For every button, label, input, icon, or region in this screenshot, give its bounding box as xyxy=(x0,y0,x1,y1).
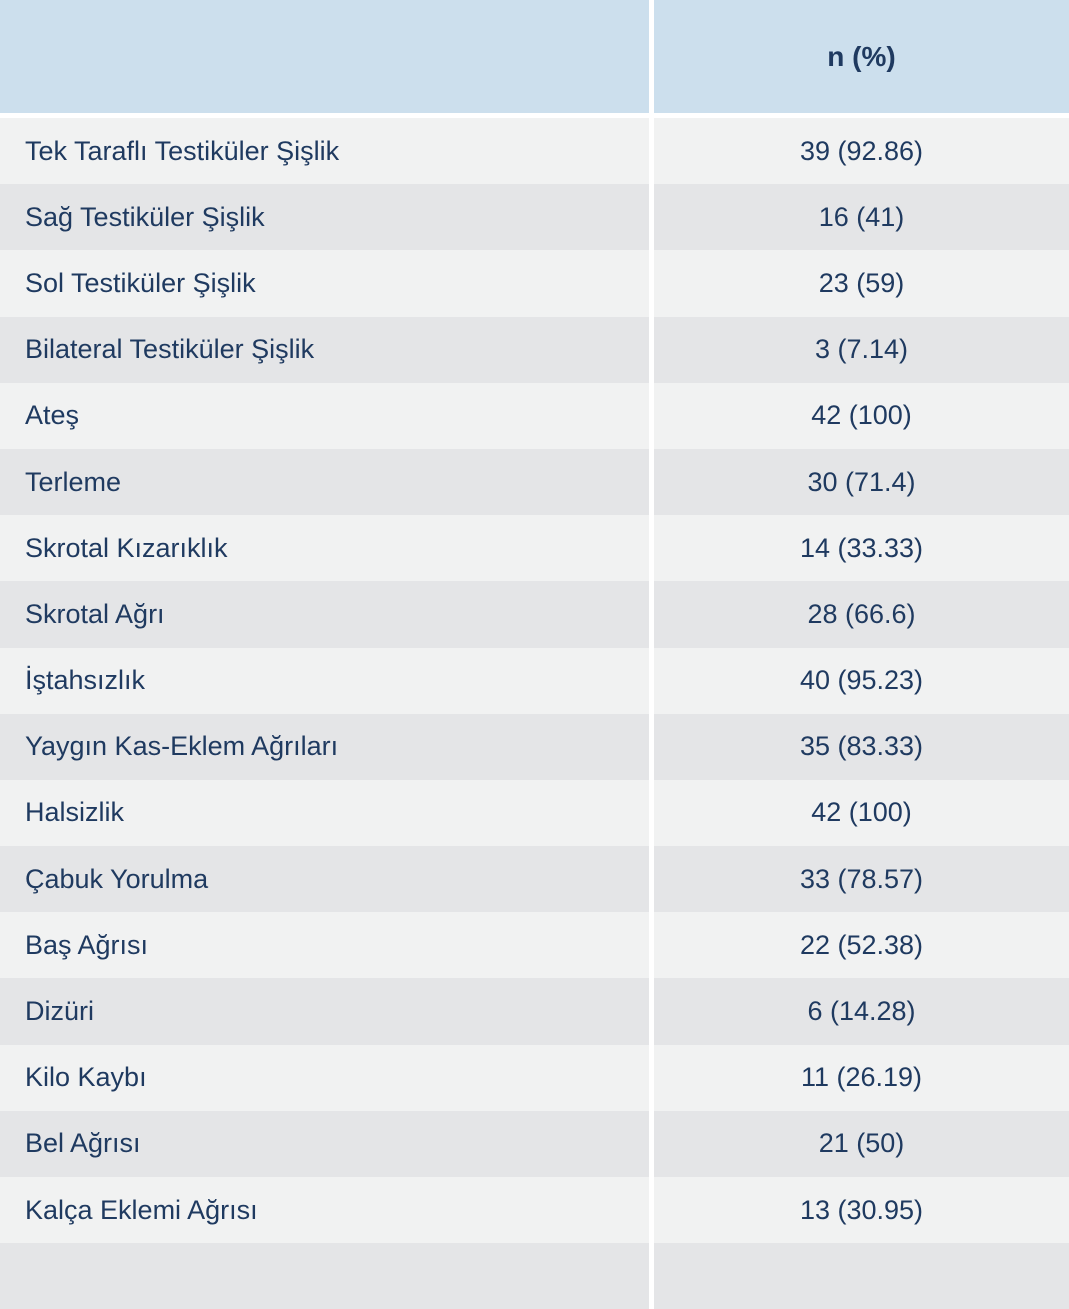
table-row xyxy=(0,714,1069,780)
symptom-label: Terleme xyxy=(25,466,122,497)
symptom-cell xyxy=(0,118,649,184)
value-cell xyxy=(654,317,1069,383)
n-percent-value: 28 (66.6) xyxy=(807,598,916,629)
table-row xyxy=(0,780,1069,846)
value-cell xyxy=(654,912,1069,978)
value-cell xyxy=(654,846,1069,912)
symptom-label: Skrotal Ağrı xyxy=(25,598,165,629)
symptom-cell xyxy=(0,780,649,846)
symptom-cell xyxy=(0,1045,649,1111)
n-percent-value: 6 (14.28) xyxy=(807,996,916,1027)
symptom-label: İştahsızlık xyxy=(25,665,146,696)
n-percent-value: 16 (41) xyxy=(818,201,905,232)
symptom-label: Baş Ağrısı xyxy=(25,929,149,960)
table-header-row xyxy=(0,0,1069,113)
table-row xyxy=(0,846,1069,912)
n-percent-value: 14 (33.33) xyxy=(799,532,924,563)
symptom-cell xyxy=(0,1111,649,1177)
symptom-label: Kilo Kaybı xyxy=(25,1062,147,1093)
symptom-label: Skrotal Kızarıklık xyxy=(25,532,228,563)
symptom-cell xyxy=(0,581,649,647)
table-row xyxy=(0,317,1069,383)
value-cell xyxy=(654,714,1069,780)
symptom-cell xyxy=(0,383,649,449)
symptom-label: Bel Ağrısı xyxy=(25,1128,141,1159)
header-n-percent-label: n (%) xyxy=(827,40,896,72)
table-row xyxy=(0,912,1069,978)
table-row xyxy=(0,648,1069,714)
value-cell xyxy=(654,1111,1069,1177)
table-row xyxy=(0,515,1069,581)
table-body xyxy=(0,118,1069,1309)
n-percent-value: 39 (92.86) xyxy=(799,135,924,166)
symptom-label: Tek Taraflı Testiküler Şişlik xyxy=(25,135,340,166)
table-row xyxy=(0,1111,1069,1177)
symptom-cell xyxy=(0,317,649,383)
value-cell xyxy=(654,581,1069,647)
symptom-label: Çabuk Yorulma xyxy=(25,863,209,894)
value-cell xyxy=(654,1045,1069,1111)
value-cell xyxy=(654,184,1069,250)
header-symptom-cell xyxy=(0,0,649,113)
n-percent-value: 42 (100) xyxy=(811,400,912,431)
symptom-cell xyxy=(0,1177,649,1243)
n-percent-value: 11 (26.19) xyxy=(800,1062,923,1093)
value-cell xyxy=(654,978,1069,1044)
symptom-label: Kalça Eklemi Ağrısı xyxy=(25,1194,258,1225)
header-n-percent-cell xyxy=(654,0,1069,113)
value-cell xyxy=(654,1243,1069,1309)
table-row xyxy=(0,1177,1069,1243)
table-row xyxy=(0,118,1069,184)
n-percent-value: 30 (71.4) xyxy=(807,466,916,497)
symptom-cell xyxy=(0,846,649,912)
symptom-cell xyxy=(0,978,649,1044)
symptom-cell xyxy=(0,912,649,978)
table-row xyxy=(0,449,1069,515)
value-cell xyxy=(654,780,1069,846)
symptom-cell xyxy=(0,449,649,515)
table-row xyxy=(0,1045,1069,1111)
n-percent-value: 23 (59) xyxy=(818,267,905,298)
n-percent-value: 35 (83.33) xyxy=(799,731,924,762)
symptom-label: Halsizlik xyxy=(25,797,125,828)
value-cell xyxy=(654,648,1069,714)
symptom-cell xyxy=(0,1243,649,1309)
n-percent-value: 22 (52.38) xyxy=(799,929,924,960)
n-percent-value: 13 (30.95) xyxy=(799,1194,924,1225)
n-percent-value: 40 (95.23) xyxy=(799,665,924,696)
n-percent-value: 3 (7.14) xyxy=(814,334,909,365)
symptom-cell xyxy=(0,184,649,250)
value-cell xyxy=(654,118,1069,184)
table-row xyxy=(0,581,1069,647)
value-cell xyxy=(654,449,1069,515)
value-cell xyxy=(654,515,1069,581)
table-row xyxy=(0,978,1069,1044)
n-percent-value: 42 (100) xyxy=(811,797,912,828)
value-cell xyxy=(654,250,1069,316)
symptom-cell xyxy=(0,250,649,316)
symptom-label: Sağ Testiküler Şişlik xyxy=(25,201,265,232)
symptom-label: Yaygın Kas-Eklem Ağrıları xyxy=(25,731,339,762)
symptom-label: Bilateral Testiküler Şişlik xyxy=(25,334,315,365)
n-percent-value: 21 (50) xyxy=(818,1128,905,1159)
symptom-cell xyxy=(0,714,649,780)
symptom-label: Dizüri xyxy=(25,996,95,1027)
table-row xyxy=(0,250,1069,316)
table-row xyxy=(0,383,1069,449)
table-row xyxy=(0,184,1069,250)
value-cell xyxy=(654,383,1069,449)
symptom-cell xyxy=(0,515,649,581)
symptom-cell xyxy=(0,648,649,714)
symptom-label: Ateş xyxy=(25,400,80,431)
n-percent-value: 33 (78.57) xyxy=(799,863,924,894)
symptom-label: Sol Testiküler Şişlik xyxy=(25,267,256,298)
table-row-partial xyxy=(0,1243,1069,1309)
value-cell xyxy=(654,1177,1069,1243)
